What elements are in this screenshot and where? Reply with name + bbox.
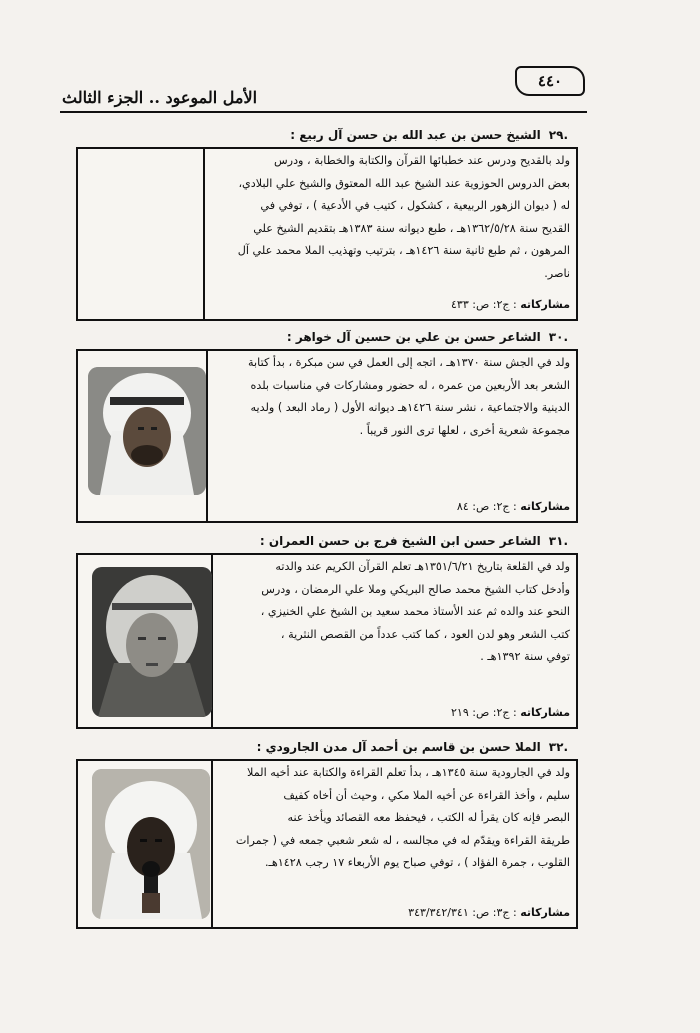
bio-line: الدينية والاجتماعية ، نشر سنة ١٤٢٦هـ ديوانه الأول ( رماد البعد ) ولديه (250, 401, 570, 414)
entry-31 (76, 532, 578, 729)
entry-name: الشاعر حسن ابن الشيخ فرج بن حسن العمران : (259, 534, 541, 548)
bio-line: وأدخل كتاب الشيخ محمد صالح البريكي وملا علي الرمضان ، ودرس (261, 582, 570, 596)
book-title: الأمل الموعود .. الجزء الثالث (62, 88, 258, 107)
bio-line: ولد في القلعة بتاريخ ١٣٥١/٦/٢١هـ تعلم القرآن الكريم عند والدته (275, 560, 570, 573)
entry-box (76, 147, 578, 321)
entry-box (76, 553, 578, 729)
entry-29 (76, 126, 578, 321)
bio-line: القلوب ، جمرة الفؤاد ) ، توفي صباح يوم الأربعاء ١٧ رجب ١٤٢٨هـ. (264, 856, 570, 869)
entry-box (76, 349, 578, 523)
entry-name: الملا حسن بن قاسم بن أحمد آل مدن الجارودي : (256, 740, 541, 754)
entry-bio (206, 351, 576, 521)
bio-line: ولد بالقديح ودرس عند خطبائها القرآن والكتابة والخطابة ، ودرس (274, 154, 570, 167)
bio-line: له ( ديوان الزهور الربيعية ، كشكول ، كتيب في الأدعية ) ، توفي في (260, 199, 570, 212)
page-number: ٤٤٠ (515, 66, 585, 96)
entry-number: .٣٠ (548, 330, 568, 344)
portrait-image (92, 769, 210, 919)
entry-name: الشاعر حسن بن علي بن حسين آل خواهر : (286, 330, 541, 344)
portrait-photo (92, 769, 210, 919)
entry-box (76, 759, 578, 929)
bio-line: ولد في الجش سنة ١٣٧٠هـ ، اتجه إلى العمل في سن مبكرة ، بدأ كتابة (248, 356, 570, 369)
entry-title (76, 328, 578, 346)
entry-number: .٢٩ (548, 128, 568, 142)
bio-line: مجموعة شعرية أخرى ، لعلها ترى النور قريباً . (359, 423, 570, 437)
entry-name: الشيخ حسن بن عبد الله بن حسن آل ربيع : (290, 128, 541, 142)
share-ref: مشاركاته : ج٢: ص: ٨٤ (456, 499, 570, 513)
entry-bio (211, 555, 576, 727)
bio-line: ناصر. (544, 266, 570, 280)
entry-title (76, 738, 578, 756)
portrait-image (88, 367, 206, 495)
share-ref: مشاركاته : ج٢: ص: ٤٣٣ (451, 297, 570, 311)
bio-line: المرهون ، ثم طبع ثانية سنة ١٤٢٦هـ ، بترتيب وتهذيب الملا محمد علي آل (237, 244, 570, 257)
portrait-photo (92, 567, 212, 717)
entry-number: .٣٢ (548, 740, 568, 754)
portrait-photo (88, 367, 206, 495)
entry-bio (203, 149, 576, 319)
entry-title (76, 126, 578, 144)
bio-line: القديح سنة ١٣٦٢/٥/٢٨هـ ، طبع ديوانه سنة ١٣٨٣هـ بتقديم الشيخ علي (253, 221, 570, 235)
bio-line: البصر فإنه كان يقرأ له الكتب ، فيحفظ معه القصائد ويأخذ عنه (287, 811, 570, 824)
bio-line: سليم ، وأخذ القراءة عن أخيه الملا مكي ، وحيث أن أخاه كفيف (283, 788, 570, 802)
bio-line: توفي سنة ١٣٩٢هـ . (480, 650, 570, 663)
bio-line: النحو عند والده ثم عند الأستاذ محمد سعيد بن الشيخ علي الخنيزي ، (260, 605, 570, 618)
bio-line: بعض الدروس الحوزوية عند الشيخ عبد الله المعتوق والشيخ علي البلادي، (238, 176, 570, 190)
bio-line: كتب الشعر وهو لدن العود ، كما كتب عدداً من القصص النثرية ، (280, 627, 570, 641)
bio-line: طريقة القراءة ويقدّم له في مجالسه ، له شعر شعبي جمعه في ( جمرات (235, 833, 570, 847)
share-ref: مشاركاته : ج٣: ص: ٣٤٣/٣٤٢/٣٤١ (408, 905, 570, 919)
entry-bio (211, 761, 576, 927)
entry-number: .٣١ (548, 534, 568, 548)
entry-32 (76, 738, 578, 929)
entry-title (76, 532, 578, 550)
header-rule (60, 111, 587, 113)
share-ref: مشاركاته : ج٢: ص: ٢١٩ (451, 705, 570, 719)
entry-30 (76, 328, 578, 523)
bio-line: ولد في الجارودية سنة ١٣٤٥هـ ، بدأ تعلم القراءة والكتابة عند أخيه الملا (247, 766, 570, 779)
bio-line: الشعر بعد الأربعين من عمره ، له حضور ومشاركات في مناسبات بلده (250, 378, 570, 392)
page-header (62, 66, 585, 110)
portrait-image (92, 567, 212, 717)
